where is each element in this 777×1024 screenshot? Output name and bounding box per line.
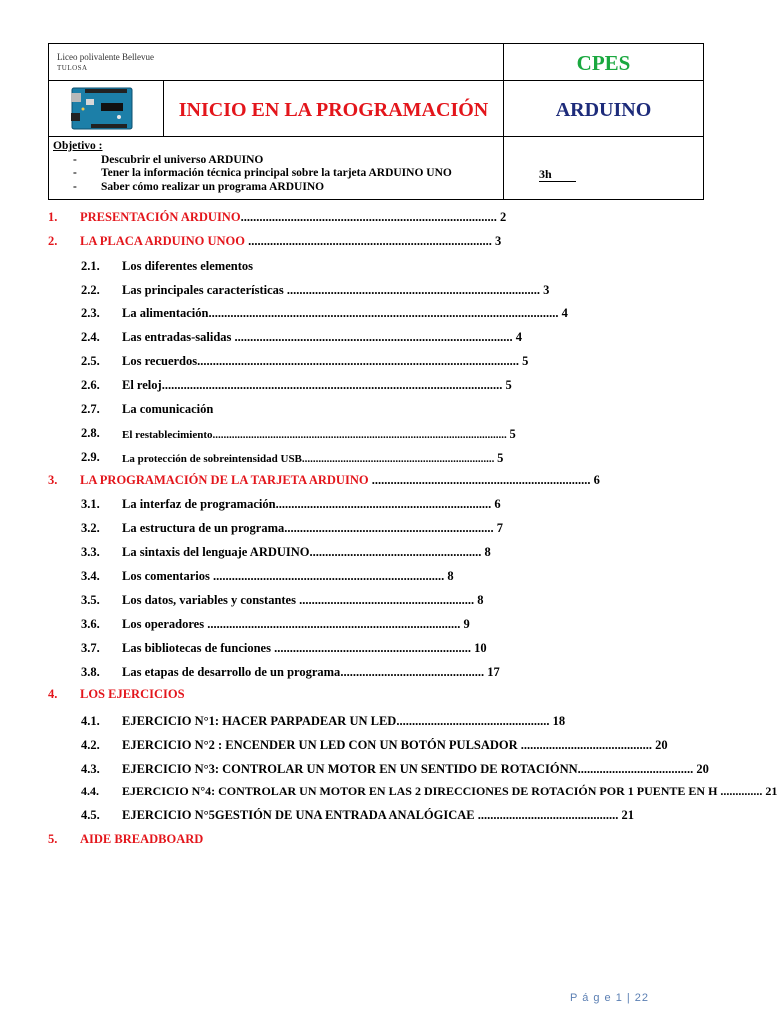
toc-number: 2.6. [81, 378, 100, 392]
arduino-board-icon [71, 85, 133, 132]
toc-number: 3.5. [81, 593, 100, 607]
toc-dots: ................................................................................................................ [208, 306, 559, 320]
toc-page: 4 [515, 330, 523, 344]
objective-item: - Tener la información técnica principal sobre la tarjeta ARDUINO UNO [73, 167, 503, 181]
toc-title: Las entradas-salidas [122, 330, 232, 344]
toc-number: 3.4. [81, 569, 100, 583]
duration-cell [503, 136, 704, 200]
toc-number: 2.1. [81, 259, 100, 273]
toc-page: 9 [463, 617, 470, 631]
toc-page: 8 [484, 545, 491, 559]
toc-page: 7 [496, 521, 504, 535]
toc-title: La protección de sobreintensidad USB [122, 453, 302, 465]
toc-number: 3.2. [81, 521, 100, 535]
toc-page: 3 [543, 283, 550, 297]
toc-page: 10 [474, 641, 487, 655]
toc-number: 5. [48, 832, 58, 846]
toc-title: La estructura de un programa [122, 521, 285, 535]
page-footer: P á g e 1 | 22 [570, 992, 650, 1004]
objective-item: - Saber cómo realizar un programa ARDUINO [73, 181, 503, 195]
toc-page: 17 [487, 665, 500, 679]
toc-number: 3. [48, 473, 58, 487]
toc-page: 8 [477, 593, 484, 607]
cpes-label: CPES [503, 43, 704, 81]
toc-title: EJERCICIO N°2 : ENCENDER UN LED CON UN BOTÓN PULSADOR [122, 738, 518, 752]
toc-number: 2.8. [81, 426, 100, 440]
toc-title: LA PROGRAMACIÓN DE LA TARJETA ARDUINO [80, 473, 369, 487]
toc-title: Las etapas de desarrollo de un programa [122, 665, 341, 679]
toc-title: Los comentarios [122, 569, 210, 583]
toc-number: 4.4. [81, 784, 99, 798]
toc-title: Los datos, variables y constantes [122, 593, 296, 607]
toc-title: El reloj [122, 378, 162, 392]
toc-dots: ....................................................... [309, 545, 482, 559]
toc-dots: ......................................................................................... [234, 330, 513, 344]
school-cell [48, 43, 504, 81]
toc-number: 2.9. [81, 450, 100, 464]
toc-page: 6 [494, 497, 501, 511]
toc-title: EJERCICIO N°5GESTIÓN DE UNA ENTRADA ANALÓGICAE [122, 808, 475, 822]
toc-dots: .............................................................................. [248, 234, 492, 248]
toc-number: 2. [48, 234, 58, 248]
toc-page: 21 [621, 808, 635, 822]
toc-page: 20 [696, 762, 709, 776]
toc-page: 20 [655, 738, 668, 752]
toc-number: 2.3. [81, 306, 100, 320]
duration-value: 3h [539, 167, 576, 182]
toc-page: 21 [765, 784, 777, 798]
toc-dots: ................................................................................. [207, 617, 461, 631]
toc-number: 3.1. [81, 497, 100, 511]
toc-number: 2.5. [81, 354, 100, 368]
toc-page: 18 [552, 714, 566, 728]
toc-title: EJERCICIO N°1: HACER PARPADEAR UN LED [122, 714, 397, 728]
toc-dots: .......................................................................... [212, 569, 445, 583]
toc-title: LOS EJERCICIOS [80, 687, 185, 701]
toc-title: EJERCICIO N°3: CONTROLAR UN MOTOR EN UN SENTIDO DE ROTACIÓNN [122, 762, 578, 776]
toc-dots: ............................................. [477, 808, 619, 822]
arduino-board-image [48, 80, 164, 137]
toc-title: La sintaxis del lenguaje ARDUINO [122, 545, 310, 559]
toc-dots: ...................................................................... [371, 473, 591, 487]
toc-dots: .................................................................................. [240, 210, 497, 224]
toc-dots: .............................................. [340, 665, 485, 679]
toc-number: 4.2. [81, 738, 100, 752]
toc-title: AIDE BREADBOARD [80, 832, 204, 846]
toc-dots: ........................................................................................................... [212, 429, 507, 441]
toc-title: Los operadores [122, 617, 205, 631]
toc-dots: .......................................... [520, 738, 653, 752]
toc-dots: ..................................................................... [275, 497, 492, 511]
school-name: Liceo polivalente Bellevue [57, 52, 154, 62]
toc-dots: ................................................. [396, 714, 550, 728]
toc-title: PRESENTACIÓN ARDUINO [80, 210, 241, 224]
toc-title: La alimentación [122, 306, 209, 320]
toc-page: 5 [505, 378, 512, 392]
toc-page: 5 [522, 354, 529, 368]
document-title: INICIO EN LA PROGRAMACIÓN [163, 80, 504, 137]
toc-number: 4.1. [81, 714, 100, 728]
toc-number: 2.2. [81, 283, 100, 297]
toc-number: 3.6. [81, 617, 100, 631]
school-city: TULOSA [57, 64, 88, 72]
toc-dots: ............................................................................................................. [161, 378, 503, 392]
toc-dots: ...................................................................... [301, 453, 495, 465]
toc-title: Las principales características [122, 283, 284, 297]
toc-number: 1. [48, 210, 58, 224]
toc-number: 4.5. [81, 808, 100, 822]
toc-number: 3.7. [81, 641, 100, 655]
objective-item: - Descubrir el universo ARDUINO [73, 154, 503, 168]
toc-page: 4 [561, 306, 568, 320]
objective-label: Objetivo : [53, 140, 103, 152]
toc-title: Los recuerdos [122, 354, 198, 368]
toc-dots: ..................................... [577, 762, 694, 776]
toc-number: 4. [48, 687, 58, 701]
toc-dots: .............. [720, 784, 763, 798]
toc-page: 2 [499, 210, 507, 224]
objectives-list [53, 154, 503, 195]
toc-number: 2.4. [81, 330, 100, 344]
toc-number: 4.3. [81, 762, 100, 776]
toc-page: 8 [447, 569, 454, 583]
toc-page: 5 [509, 427, 516, 441]
toc-title: La comunicación [122, 402, 214, 416]
objectives-cell [48, 136, 504, 200]
toc-dots: ................................................................... [284, 521, 494, 535]
toc-title: Los diferentes elementos [122, 259, 253, 273]
toc-number: 3.8. [81, 665, 100, 679]
toc-title: LA PLACA ARDUINO UNOO [80, 234, 245, 248]
toc-title: El restablecimiento [122, 429, 213, 441]
toc-number: 2.7. [81, 402, 100, 416]
toc-title: La interfaz de programación [122, 497, 276, 511]
toc-number: 3.3. [81, 545, 100, 559]
toc-title: Las bibliotecas de funciones [122, 641, 271, 655]
toc-dots: ........................................................ [299, 593, 475, 607]
toc-dots: ....................................................................................................... [197, 354, 519, 368]
header-table [48, 43, 704, 200]
toc-title: EJERCICIO N°4: CONTROLAR UN MOTOR EN LAS 2 DIRECCIONES DE ROTACIÓN POR 1 PUENTE EN H [122, 784, 718, 798]
toc-page: 6 [593, 473, 600, 487]
toc-page: 3 [494, 234, 502, 248]
toc-page: 5 [497, 451, 504, 465]
toc-dots: ............................................................... [274, 641, 471, 655]
subject-label: ARDUINO [503, 80, 704, 137]
toc-dots: ................................................................................. [286, 283, 541, 297]
